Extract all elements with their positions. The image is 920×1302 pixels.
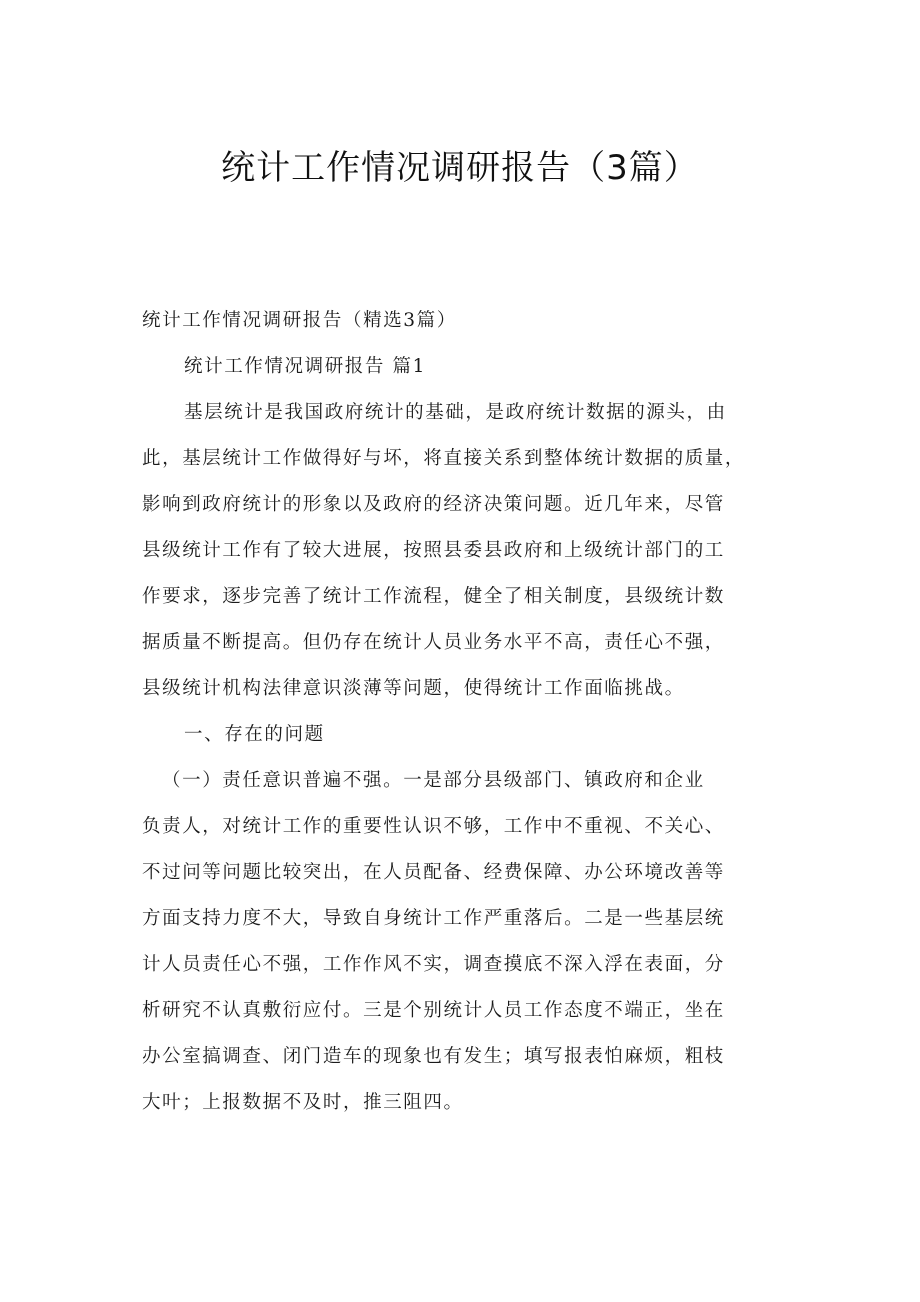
- paragraph-2-line: 析研究不认真敷衍应付。三是个别统计人员工作态度不端正，坐在: [142, 1000, 725, 1021]
- paragraph-2-line: （一）责任意识普遍不强。一是部分县级部门、镇政府和企业: [162, 770, 705, 791]
- paragraph-2-line: 大叶；上报数据不及时，推三阻四。: [142, 1092, 464, 1113]
- document-body: [142, 298, 782, 1126]
- paragraph-2-line: 方面支持力度不大，导致自身统计工作严重落后。二是一些基层统: [142, 908, 725, 929]
- paragraph-2-line: 办公室搞调查、闭门造车的现象也有发生；填写报表怕麻烦，粗枝: [142, 1046, 725, 1067]
- paragraph-2-line: 负责人，对统计工作的重要性认识不够，工作中不重视、不关心、: [142, 816, 725, 837]
- paragraph-1-line: 影响到政府统计的形象以及政府的经济决策问题。近几年来，尽管: [142, 494, 725, 515]
- section-heading: 统计工作情况调研报告 篇1: [184, 356, 426, 377]
- paragraph-2-line: 计人员责任心不强，工作作风不实，调查摸底不深入浮在表面，分: [142, 954, 725, 975]
- paragraph-2-line: 不过问等问题比较突出，在人员配备、经费保障、办公环境改善等: [142, 862, 725, 883]
- paragraph-1-line: 据质量不断提高。但仍存在统计人员业务水平不高，责任心不强，: [142, 632, 725, 653]
- paragraph-1-line: 基层统计是我国政府统计的基础，是政府统计数据的源头，由: [184, 402, 727, 423]
- paragraph-1-line: 县级统计机构法律意识淡薄等问题，使得统计工作面临挑战。: [142, 678, 685, 699]
- paragraph-1-line: 作要求，逐步完善了统计工作流程，健全了相关制度，县级统计数: [142, 586, 725, 607]
- document-title: 统计工作情况调研报告（3篇）: [221, 148, 699, 188]
- document-subtitle: 统计工作情况调研报告（精选3篇）: [142, 310, 457, 331]
- paragraph-1-line: 此，基层统计工作做得好与坏，将直接关系到整体统计数据的质量，: [142, 448, 746, 469]
- paragraph-1-line: 县级统计工作有了较大进展，按照县委县政府和上级统计部门的工: [142, 540, 725, 561]
- subheading-problems: 一、存在的问题: [184, 724, 325, 745]
